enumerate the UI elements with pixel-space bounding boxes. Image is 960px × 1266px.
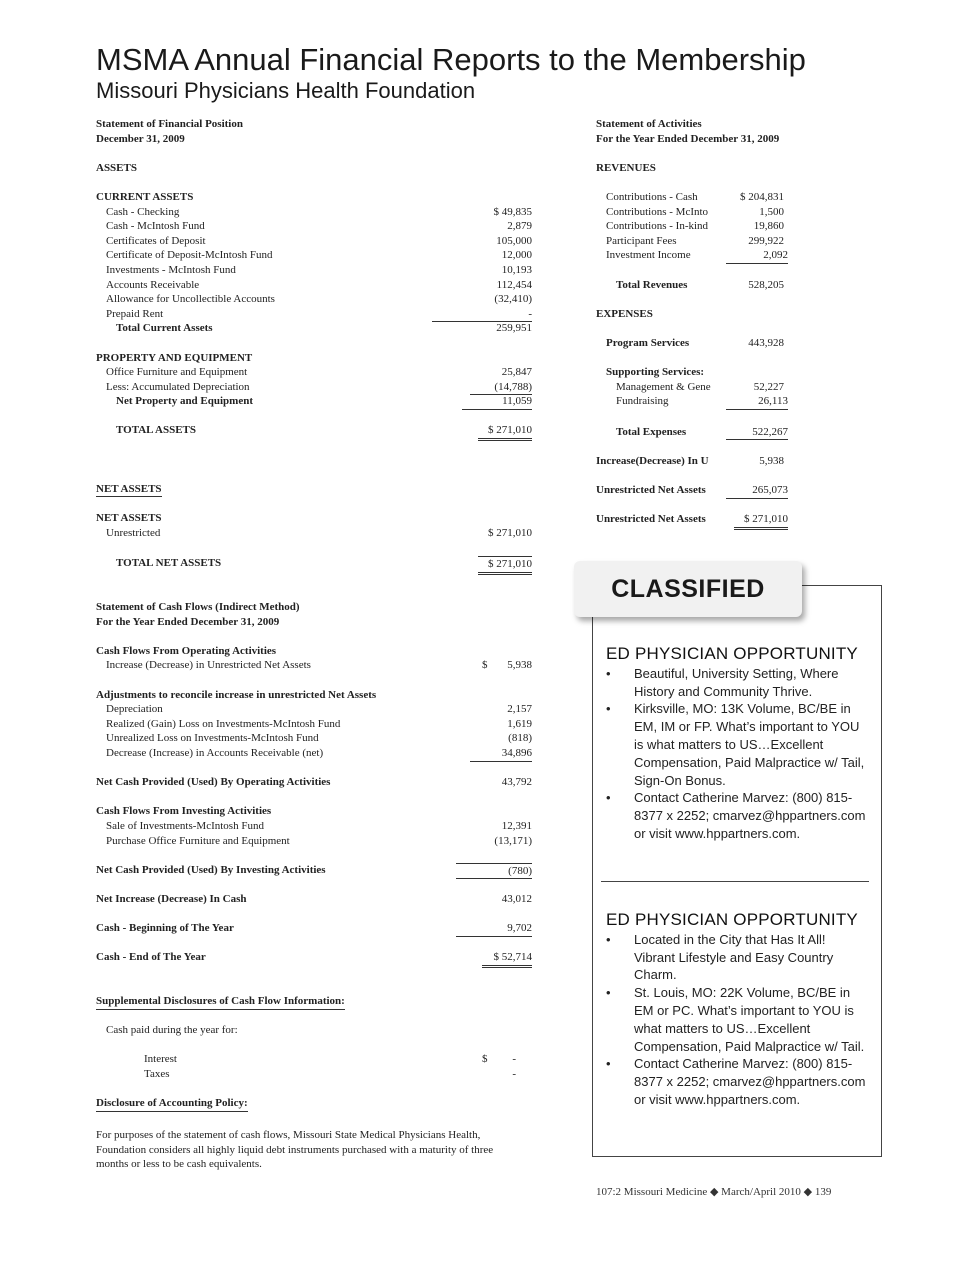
heading-text: Supplemental Disclosures of Cash Flow Information: [96,994,345,1010]
row-label: Prepaid Rent [106,307,164,320]
expenses-heading: EXPENSES [596,307,653,320]
revenue-row [596,205,788,220]
row-value: - [432,307,532,323]
row-label: Net Property and Equipment [116,395,253,408]
bullet-text: Kirksville, MO: 13K Volume, BC/BE in EM, IM or FP. What’s important to YOU is what matters to US…Excellent Compensation, Paid Malpractice w/ Tail, Sign-On Bonus. [634,701,865,788]
ad-bullets [606,665,868,843]
row-value: 522,267 [726,425,788,441]
classified-ad [606,645,868,843]
bullet-text: Contact Catherine Marvez: (800) 815-8377 x 2252; cmarvez@hppartners.com or visit www.hppartners.com. [634,790,866,841]
ad-bullet [606,984,868,1055]
property-row [96,380,536,395]
row-label: Investments - McIntosh Fund [106,263,236,276]
row-value: $ 204,831 [740,190,784,203]
activities-date: For the Year Ended December 31, 2009 [596,132,780,145]
position-date: December 31, 2009 [96,132,185,145]
row-label: Total Revenues [616,278,688,291]
ad-bullet [606,789,868,842]
program-services-row [596,336,788,351]
row-label: Cash - Checking [106,205,180,218]
revenues-heading: REVENUES [596,161,656,174]
increase-row [596,454,788,469]
net-operating-row [96,775,536,790]
page-footer: 107:2 Missouri Medicine ◆ March/April 2010 ◆ 139 [596,1186,832,1198]
current-asset-row [96,307,536,322]
row-label: Cash - Beginning of The Year [96,922,234,935]
row-value: 34,896 [470,746,532,762]
row-value: 443,928 [748,336,784,349]
adjustments-heading: Adjustments to reconcile increase in unrestricted Net Assets [96,688,377,701]
row-value: 43,792 [501,776,532,789]
ad-title: ED PHYSICIAN OPPORTUNITY [606,644,858,663]
investing-row [96,834,536,849]
adjustment-row [96,717,536,732]
revenue-row [596,219,788,234]
ad-bullet [606,665,868,701]
row-value: $ 271,010 [478,423,532,441]
row-value: 2,157 [507,703,532,716]
row-label: Cash - McIntosh Fund [106,220,205,233]
operating-increase-row [96,658,536,673]
row-label: Cash - End of The Year [96,951,206,964]
row-value: $ 52,714 [482,950,533,968]
row-value: (818) [508,732,532,745]
taxes-row [96,1067,536,1082]
bullet-text: Beautiful, University Setting, Where History and Community Thrive. [634,665,839,699]
cashflows-title: Statement of Cash Flows (Indirect Method) [96,601,300,613]
operating-heading: Cash Flows From Operating Activities [96,644,277,657]
row-value: (14,788) [470,380,532,396]
row-value: 259,951 [496,322,532,335]
property-heading: PROPERTY AND EQUIPMENT [96,351,253,364]
row-value: (780) [456,863,532,880]
row-label: Contributions - In-kind [606,220,709,233]
heading-text: Disclosure of Accounting Policy: [96,1096,248,1112]
revenue-row [596,248,788,263]
heading-text: NET ASSETS [96,482,162,498]
bullet-text: Located in the City that Has It All! Vibrant Lifestyle and Easy Country Charm. [634,931,834,983]
unrestricted-end-row [596,512,788,527]
row-label: Total Current Assets [116,322,213,335]
row-label: Unrealized Loss on Investments-McIntosh Fund [106,732,319,745]
ad-bullet [606,700,868,789]
ad-title: ED PHYSICIAN OPPORTUNITY [606,910,858,929]
net-investing-row [96,863,536,878]
net-property-row [96,394,536,409]
cash-beginning-row [96,921,536,936]
classified-tab: CLASSIFIED [574,561,802,617]
row-label: Increase(Decrease) In U [596,455,709,468]
row-value: $ 271,010 [478,556,532,575]
adjustment-row [96,746,536,761]
row-value: 265,073 [726,483,788,499]
row-value: 9,702 [456,921,532,937]
row-value: 25,847 [501,366,532,379]
supporting-heading: Supporting Services: [606,366,705,379]
row-value: 43,012 [501,892,532,905]
current-asset-row [96,263,536,278]
row-label: Certificates of Deposit [106,234,206,247]
activities-title: Statement of Activities [596,118,702,130]
total-assets-row [96,423,536,438]
row-label: Less: Accumulated Depreciation [106,380,250,393]
investing-row [96,819,536,834]
ad-bullet [606,931,868,984]
current-assets-heading: CURRENT ASSETS [96,190,194,203]
row-label: Accounts Receivable [106,278,200,291]
policy-text: For purposes of the statement of cash flows, Missouri State Medical Physicians Health, Foundation considers all highly liquid debt instruments purchased with a maturity of three months or less to be cash equivalents. [96,1129,494,1171]
current-asset-row [96,234,536,249]
row-value: 1,500 [759,205,784,218]
current-asset-row [96,292,536,307]
position-title: Statement of Financial Position [96,118,243,130]
row-value: $ 49,835 [493,205,532,218]
bullet-icon: • [606,985,611,1001]
revenue-row [596,190,788,205]
row-label: Net Cash Provided (Used) By Investing Activities [96,863,326,876]
bullet-text: St. Louis, MO: 22K Volume, BC/BE in EM or PC. What’s important to YOU is what matters to US…Excellent Compensation, Paid Malpractice w/ Tail. [634,985,865,1054]
activities-section [596,117,788,527]
row-label: Program Services [606,336,690,349]
row-value: 26,113 [726,394,788,410]
row-label: Contributions - Cash [606,190,698,203]
row-label: Increase (Decrease) in Unrestricted Net Assets [106,659,311,672]
row-value: 5,938 [759,455,784,468]
row-label: Certificate of Deposit-McIntosh Fund [106,249,273,262]
row-label: Net Cash Provided (Used) By Operating Activities [96,776,331,789]
row-label: Unrestricted Net Assets [596,484,706,497]
classified-ad [606,911,868,1109]
row-value: 2,879 [507,220,532,233]
ad-divider [601,881,869,882]
row-label: TOTAL NET ASSETS [116,557,222,570]
row-value: 12,391 [501,819,532,832]
row-value: 52,227 [753,380,784,393]
dollar-sign: $ [482,1053,488,1066]
net-increase-row [96,892,536,907]
net-assets-heading-underlined [96,482,536,497]
property-row [96,365,536,380]
total-net-assets-row [96,556,536,571]
row-label: Total Expenses [616,425,687,438]
row-value: 112,454 [496,278,532,291]
row-label: TOTAL ASSETS [116,424,197,437]
row-value: - [512,1068,516,1080]
total-revenues-row [596,278,788,293]
ad-bullets [606,931,868,1109]
row-value: 2,092 [726,248,788,264]
row-value: 105,000 [496,234,532,247]
unrestricted-begin-row [596,483,788,498]
row-value: 528,205 [748,278,784,291]
bullet-text: Contact Catherine Marvez: (800) 815-8377 x 2252; cmarvez@hppartners.com or visit www.hppartners.com. [634,1056,866,1107]
row-value: $ 271,010 [734,512,788,530]
row-label: Allowance for Uncollectible Accounts [106,293,275,306]
row-label: Purchase Office Furniture and Equipment [106,834,290,847]
cashflows-date: For the Year Ended December 31, 2009 [96,615,280,628]
row-label: Participant Fees [606,234,677,247]
row-value: 11,059 [462,394,532,410]
revenue-row [596,234,788,249]
management-row [596,380,788,395]
adjustment-row [96,731,536,746]
current-asset-row [96,219,536,234]
row-value: 299,922 [748,234,784,247]
row-value: (32,410) [494,293,532,306]
row-value: (13,171) [494,834,532,847]
bullet-icon: • [606,931,611,947]
row-label: Net Increase (Decrease) In Cash [96,892,247,905]
current-asset-row [96,248,536,263]
page-subtitle: Missouri Physicians Health Foundation [96,78,476,103]
row-label: Interest [144,1053,177,1066]
total-current-assets-row [96,321,536,336]
row-value: 10,193 [501,263,532,276]
row-label: Realized (Gain) Loss on Investments-McIntosh Fund [106,717,341,730]
investing-heading: Cash Flows From Investing Activities [96,805,272,818]
unrestricted-row [96,526,536,541]
row-value: 5,938 [507,659,532,672]
total-expenses-row [596,425,788,440]
page-title: MSMA Annual Financial Reports to the Membership [96,42,806,77]
row-label: Contributions - McInto [606,205,709,218]
row-label: Depreciation [106,703,163,716]
adjustment-row [96,702,536,717]
cash-end-row [96,950,536,965]
row-value: 19,860 [753,220,784,233]
current-asset-row [96,205,536,220]
assets-heading: ASSETS [96,161,137,174]
ad-bullet [606,1055,868,1108]
supplemental-heading [96,994,536,1009]
row-label: Unrestricted Net Assets [596,513,706,526]
row-value: $ 271,010 [488,526,532,539]
interest-row [96,1052,536,1067]
row-label: Unrestricted [106,526,161,539]
bullet-icon: • [606,790,611,806]
row-label: Decrease (Increase) in Accounts Receivable (net) [106,746,324,759]
row-label: Management & Gene [616,380,711,393]
row-label: Investment Income [606,249,691,262]
bullet-icon: • [606,1056,611,1072]
bullet-icon: • [606,665,611,681]
dollar-sign: $ [482,659,488,672]
cash-paid-label: Cash paid during the year for: [106,1024,238,1037]
row-label: Fundraising [616,395,669,408]
row-label: Taxes [144,1068,170,1080]
fundraising-row [596,394,788,409]
net-assets-heading: NET ASSETS [96,512,162,525]
bullet-icon: • [606,701,611,717]
row-label: Office Furniture and Equipment [106,366,248,379]
financial-position-section [96,117,536,1111]
row-label: Sale of Investments-McIntosh Fund [106,819,264,832]
row-value: 1,619 [507,717,532,730]
row-value: 12,000 [501,249,532,262]
row-value: - [512,1053,516,1066]
current-asset-row [96,278,536,293]
policy-heading [96,1096,536,1111]
